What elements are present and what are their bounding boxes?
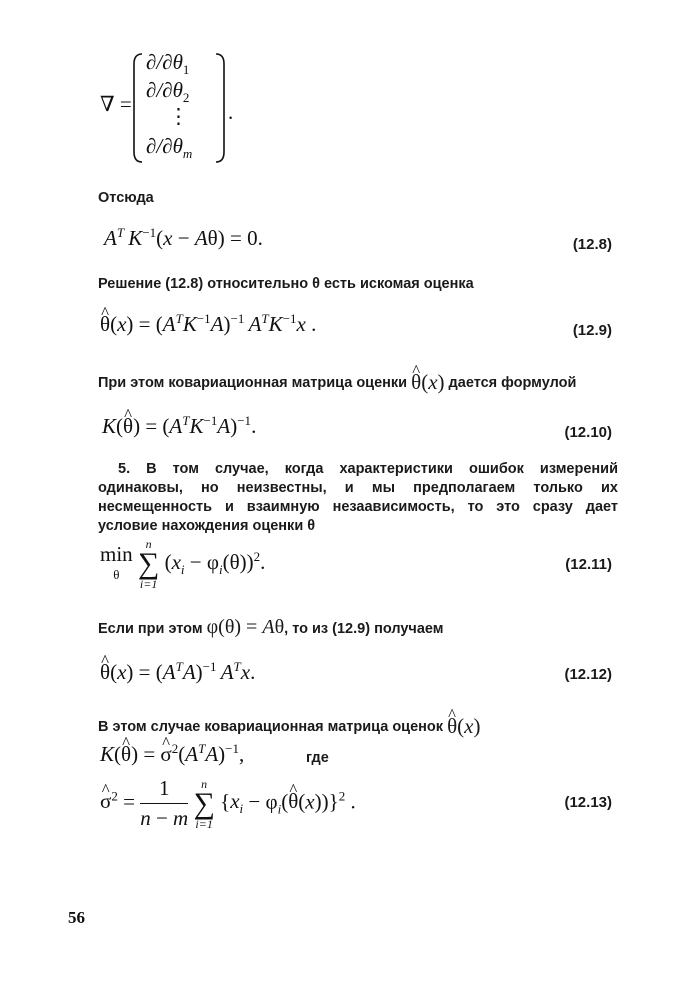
nabla-row-3: ⋮	[168, 104, 189, 128]
nabla-lhs: ∇ =	[100, 92, 132, 116]
equation-12-11: min θ n ∑ i=1 $(x_i - \varphi_i(\theta))^2$.	[100, 537, 266, 591]
cov-line-start: При этом ковариационная матрица оценки	[98, 375, 408, 391]
equation-12-8: $A^T$ $K^{-1}(x - A\theta) = 0$.	[104, 225, 263, 250]
page-number: 56	[68, 908, 85, 927]
text-gde: где	[306, 750, 329, 766]
cov-line-end: дается формулой	[448, 375, 577, 391]
nabla-row-4: $\partial/\partial\theta_m$	[146, 134, 193, 162]
text-case-line	[98, 714, 480, 739]
equation-number-12-10: (12.10)	[564, 424, 612, 441]
text-solution-line: Решение (12.8) относительно θ есть искомая оценка	[98, 276, 474, 292]
case-line-math: ^ θ(x)	[447, 714, 480, 738]
nabla-row-1: $\partial/\partial\theta_1$	[146, 50, 190, 78]
equation-12-13: ^ $\sigma^2$ = $\frac{1}{n - m}$ n ∑ i=1 {$x_i$ − $\varphi_i(\^{}$ θ(x))}$^2$ .	[100, 776, 356, 831]
nabla-period: .	[228, 100, 234, 124]
equation-number-12-9: (12.9)	[572, 322, 612, 339]
nabla-row-2: $\partial/\partial\theta_2$	[146, 78, 190, 106]
text-cov-line	[98, 370, 576, 395]
equation-number-12-13: (12.13)	[564, 794, 612, 811]
paragraph-item-5: 5. В том случае, когда характеристики ошибок измерений одинаковы, но неизвестны, и мы предполагаем только их несмещенность и взаимную незаависимость, то это сразу дает условие нахождения оценки θ	[98, 461, 618, 534]
equation-number-12-12: (12.12)	[564, 666, 612, 683]
text-otsyuda: Отсюда	[98, 190, 154, 206]
text-if-line	[98, 616, 444, 639]
equation-number-12-8: (12.8)	[572, 236, 612, 253]
if-line-math: φ(θ) = Aθ	[206, 616, 285, 638]
if-line-start: Если при этом	[98, 621, 203, 637]
case-line-start: В этом случае ковариационная матрица оценок	[98, 719, 444, 735]
equation-12-12: ^ $\theta(x) = (A^TA)^{-1}$ $A^Tx$.	[100, 660, 255, 685]
if-line-end: , то из (12.9) получаем	[284, 621, 444, 637]
nabla-equation	[100, 48, 240, 168]
equation-number-12-11: (12.11)	[565, 556, 612, 573]
cov-line-math: ^ θ(x)	[411, 370, 444, 394]
equation-12-9: ^ $\theta(x) = (A^TK^{-1}A)^{-1}$ $A^TK^{-1}x$ .	[100, 312, 316, 337]
equation-12-10: K(^ $\theta) = (A^TK^{-1}A)^{-1}$.	[102, 414, 256, 439]
equation-cov-sigma: K(^ θ) = ^ $\sigma^2(A^TA)^{-1}$,	[100, 742, 244, 767]
